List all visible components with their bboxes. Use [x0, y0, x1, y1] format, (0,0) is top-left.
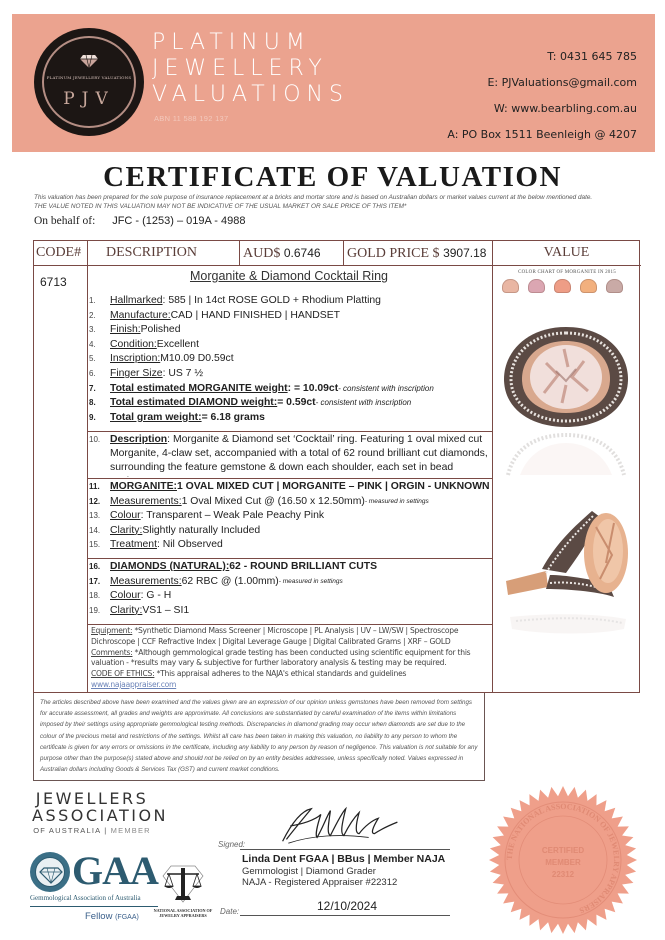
item-title: Morganite & Diamond Cocktail Ring	[189, 269, 388, 283]
detail-line: 7. Total estimated MORGANITE weight : = 10.09ct - consistent with inscription	[89, 382, 434, 394]
detail-line: 11. MORGANITE: 1 OVAL MIXED CUT | MORGANITE – PINK | ORGIN - UNKNOWN	[89, 481, 490, 492]
detail-line: 2. Manufacture: CAD | HAND FINISHED | HANDSET	[89, 309, 341, 321]
header-value: VALUE	[543, 245, 590, 260]
detail-line: 14. Clarity: Slightly naturally Included	[89, 524, 261, 536]
contact-info	[447, 44, 637, 148]
signature-line	[240, 849, 450, 850]
seal-center-3: 22312	[551, 870, 575, 879]
jaa-line-3: OF AUSTRALIA | MEMBER	[33, 826, 151, 835]
gaa-wordmark: GAA	[72, 848, 158, 893]
jaa-line-1: JEWELLERS	[35, 789, 149, 808]
col-divider	[492, 241, 493, 693]
jaa-line-2: ASSOCIATION	[32, 806, 168, 825]
brand-name	[152, 30, 349, 108]
row-divider	[87, 558, 492, 559]
gaa-fellow: Fellow (FGAA)	[85, 911, 139, 922]
brand-line-3: VALUATIONS	[152, 82, 349, 107]
logo-ring	[42, 36, 136, 128]
signer-name: Linda Dent FGAA | BBus | Member NAJA	[242, 853, 446, 865]
row-divider	[87, 624, 492, 625]
header-code: CODE#	[36, 245, 82, 260]
logo-monogram: PJV	[63, 89, 115, 109]
detail-line: 3. Finish: Polished	[89, 324, 181, 336]
pjv-logo	[34, 28, 144, 136]
diamond-details	[89, 560, 490, 623]
row-divider	[87, 431, 492, 432]
date-value: 12/10/2024	[316, 899, 378, 913]
date-label: Date:	[220, 907, 240, 916]
seal-ring-text: THE NATIONAL ASSOCIATION OF JEWELRY APPRAISERS	[504, 801, 622, 916]
signer-role: Gemmologist | Diamond Grader	[242, 866, 376, 877]
contact-phone: T: 0431 645 785	[547, 50, 637, 63]
diamond-icon	[80, 54, 98, 68]
date-line	[240, 915, 450, 916]
ring-side-view-image	[496, 503, 636, 603]
gold-label: GOLD PRICE $	[347, 246, 440, 261]
valuation-table	[33, 240, 640, 693]
disclaimer	[34, 194, 654, 211]
detail-line: 9. Total gram weight: = 6.18 grams	[89, 411, 265, 423]
jewellers-association-logo	[32, 789, 168, 835]
embossed-seal	[488, 785, 638, 935]
detail-line: 17. Measurements: 62 RBC @ (1.00mm) - measured in settings	[89, 575, 343, 587]
header-description: DESCRIPTION	[106, 245, 198, 260]
header-divider	[34, 265, 641, 266]
contact-email[interactable]: E: PJValuations@gmail.com	[487, 76, 637, 89]
aud-label: AUD$	[243, 246, 281, 261]
certificate-title: CERTIFICATE OF VALUATION	[103, 161, 562, 193]
detail-line: 4. Condition: Excellent	[89, 338, 199, 350]
gold-value: 3907.18	[443, 246, 487, 260]
equipment-comments	[91, 626, 489, 692]
abn-number: ABN 11 588 192 137	[154, 114, 229, 123]
detail-line: 16. DIAMONDS (NATURAL): 62 - ROUND BRILLIANT CUTS	[89, 561, 378, 572]
equipment: Equipment: *Synthetic Diamond Mass Screener | Microscope | PL Analysis | UV – LW/SW | Spectroscope Dichroscope | CCF Refractive Index | Digital Leverage Gauge | Digital Calibrated Grams | XRF – GOLD	[91, 626, 459, 646]
detail-line: 12. Measurements: 1 Oval Mixed Cut @ (16.50 x 12.50mm) - measured in settings	[89, 495, 429, 507]
detail-line: 8. Total estimated DIAMOND weight: = 0.59ct - consistent with inscription	[89, 397, 412, 409]
detail-line: 1. Hallmarked : 585 | In 14ct ROSE GOLD + Rhodium Platting	[89, 295, 381, 306]
color-chart-swatches	[502, 279, 623, 293]
col-divider	[343, 241, 344, 265]
disclaimer-line-2: THE VALUE NOTED IN THIS VALUATION MAY NOT BE INDICATIVE OF THE USUAL MARKET OR SALE PRICE OF THIS ITEM*	[34, 202, 407, 210]
fine-print-disclaimer: The articles described above have been examined and the values given are an expression of our opinion unless gemstones have been removed from settings for accurate assessment, all grades and weights are approximate. All conclusions are substantiated by careful examination of the items within limitations imposed by their settings using appropriate gemmological testing methods. Discrepancies in diamond grading may occur when diamonds are set due to the colour of the precious metal and restrictions of the settings. Whilst all care has been taken in making this valuation, no liability to any person to whom the certificate is given for any errors or omissions in the certificate, including any liability to any person by reason of negligence. This valuation is not suitable for any purpose other than the purpose(s) stated above and should not be relied on by an entity besides addressee, unless specifically noted. Values expressed in Australian dollars including Goods & Services Tax (GST) and current market conditions.	[33, 693, 485, 781]
row-divider	[87, 478, 492, 479]
detail-line: 18. Colour : G - H	[89, 590, 172, 602]
comments: Comments: *Although gemmological grade testing has been conducted using scientific equipment for this valuation - *results may vary & subjective for further laboratory analysis & testing may be required.	[91, 647, 471, 668]
item-code: 6713	[40, 275, 67, 289]
detail-line: 6. Finger Size : US 7 ½	[89, 367, 203, 379]
morganite-details	[89, 480, 490, 557]
color-swatch	[606, 279, 623, 293]
item-details-group-1	[89, 294, 490, 429]
on-behalf-label: On behalf of:	[34, 215, 96, 227]
gaa-emblem	[30, 852, 70, 892]
logo-ring-text: PLATINUM JEWELLERY VALUATIONS	[46, 75, 132, 80]
color-swatch	[554, 279, 571, 293]
detail-line: 10. Description: Morganite & Diamond set ‘Cocktail’ ring. Featuring 1 oval mixed cut Morganite, 4-claw set, accompanied with a total of 62 round brilliant cut diamonds, surrounding the feature gemstone & down each shoulder, each set in bead	[89, 434, 488, 473]
header-aud	[243, 241, 342, 265]
disclaimer-line-1: This valuation has been prepared for the sole purpose of insurance replacement at a bricks and mortar store and is based on Australian dollars or market values current at the below mentioned date.	[34, 194, 593, 201]
ring-side-reflection-image	[496, 609, 636, 639]
contact-website[interactable]: W: www.bearbling.com.au	[493, 102, 637, 115]
naja-link[interactable]: www.najaappraiser.com	[91, 679, 177, 689]
naja-name: NATIONAL ASSOCIATION OF JEWELRY APPRAISERS	[153, 908, 213, 918]
brand-line-1: PLATINUM	[152, 30, 311, 55]
diamond-icon	[36, 858, 66, 888]
color-swatch	[528, 279, 545, 293]
brand-line-2: JEWELLERY	[152, 56, 328, 81]
detail-line: 5. Inscription: M10.09 D0.59ct	[89, 353, 234, 365]
seal-center-1: CERTIFIED	[541, 846, 585, 855]
col-divider	[239, 241, 240, 265]
seal-center-2: MEMBER	[545, 858, 581, 867]
contact-address: A: PO Box 1511 Beenleigh @ 4207	[447, 128, 637, 141]
signer-registration: NAJA - Registered Appraiser #22312	[242, 877, 398, 888]
code-of-ethics: CODE OF ETHICS: *This appraisal adheres to the NAJA's ethical standards and guidelines	[91, 669, 407, 679]
signed-label: Signed:	[218, 840, 246, 849]
on-behalf-value: JFC - (1253) – 019A - 4988	[112, 215, 246, 227]
item-description	[89, 433, 490, 477]
ring-reflection-image	[496, 431, 636, 481]
color-swatch	[502, 279, 519, 293]
gaa-full-name: Gemmological Association of Australia	[30, 894, 141, 902]
on-behalf-of	[34, 214, 246, 228]
ring-top-view-image	[496, 323, 636, 435]
signer-details	[242, 853, 445, 888]
detail-line: 15. Treatment : Nil Observed	[89, 539, 223, 551]
scales-of-justice-icon	[161, 862, 205, 906]
color-swatch	[580, 279, 597, 293]
header-gold-price	[347, 241, 491, 265]
color-chart-title: COLOR CHART OF MORGANITE IN 2015	[518, 270, 616, 275]
aud-value: 0.6746	[283, 246, 321, 260]
detail-line: 19. Clarity: VS1 – SI1	[89, 604, 190, 616]
detail-line: 13. Colour : Transparent – Weak Pale Peachy Pink	[89, 510, 325, 522]
naja-logo	[150, 862, 216, 918]
handwritten-signature	[270, 803, 410, 847]
col-divider	[87, 241, 88, 693]
